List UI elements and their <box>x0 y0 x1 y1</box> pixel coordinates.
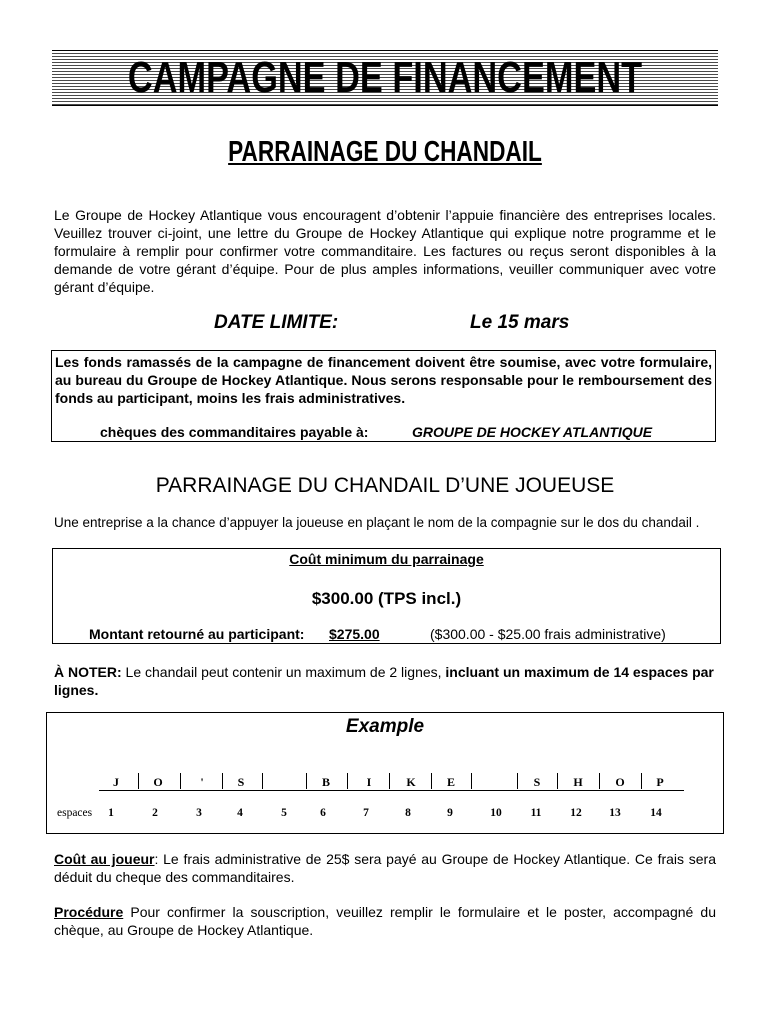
example-title: Example <box>345 716 425 737</box>
section-description: Une entreprise a la chance d’appuyer la joueuse en plaçant le nom de la compagnie sur le dos du chandail . <box>54 515 700 530</box>
example-space-number: 8 <box>405 807 411 819</box>
cheques-label: chèques des commanditaires payable à: <box>100 424 369 440</box>
example-letter: E <box>446 775 455 789</box>
returned-note: ($300.00 - $25.00 frais administrative) <box>430 626 666 642</box>
procedure-text: Pour confirmer la souscription, veuillez remplir le formulaire et le poster, accompagné du chèque, au Groupe de Hockey Atlantique. <box>54 904 716 938</box>
letter-separator <box>180 773 181 789</box>
cost-box <box>52 548 721 644</box>
example-space-number: 1 <box>108 807 114 819</box>
example-letter: H <box>573 775 583 789</box>
player-cost-text: : Le frais administrative de 25$ sera payé au Groupe de Hockey Atlantique. Ce frais sera déduit du cheque des commanditaires. <box>54 851 716 885</box>
example-box <box>46 712 724 834</box>
letter-separator <box>431 773 432 789</box>
deadline-value: Le 15 mars <box>470 312 570 333</box>
example-letter: ' <box>200 775 204 789</box>
example-space-number: 10 <box>490 807 502 819</box>
example-letter: J <box>113 775 119 789</box>
intro-paragraph: Le Groupe de Hockey Atlantique vous encouragent d’obtenir l’appuie financière des entreprises locales. Veuillez trouver ci-joint, une lettre du Groupe de Hockey Atlantique qui explique notre programme et le formulaire à remplir pour confirmer votre commanditaire. Les factures ou reçus seront disponibles à la demande de votre gérant d’équipe. Pour de plus amples informations, veuiller communiquer avec votre gérant d’équipe. <box>54 207 716 295</box>
player-cost-paragraph <box>54 850 716 886</box>
example-letter: O <box>153 775 163 789</box>
cheques-payee: GROUPE DE HOCKEY ATLANTIQUE <box>412 424 653 440</box>
example-space-number: 9 <box>447 807 453 819</box>
section-heading: PARRAINAGE DU CHANDAIL D’UNE JOUEUSE <box>155 474 615 497</box>
page-subtitle: PARRAINAGE DU CHANDAIL <box>228 136 542 168</box>
example-space-number: 6 <box>320 807 326 819</box>
example-space-number: 14 <box>650 807 662 819</box>
letter-separator <box>222 773 223 789</box>
example-space-number: 11 <box>530 807 542 819</box>
funds-box <box>51 350 716 442</box>
letter-separator <box>138 773 139 789</box>
deadline-label: DATE LIMITE: <box>214 312 339 333</box>
letter-separator <box>557 773 558 789</box>
example-space-number: 3 <box>196 807 202 819</box>
example-letter: K <box>406 775 416 789</box>
example-space-number: 2 <box>152 807 158 819</box>
example-letter: P <box>656 775 664 789</box>
espaces-label: espaces <box>57 807 93 819</box>
example-letter: I <box>366 775 372 789</box>
funds-text: Les fonds ramassés de la campagne de financement doivent être soumise, avec votre formulaire, au bureau du Groupe de Hockey Atlantique. Nous serons responsable pour le remboursement des fonds au participant, moins les frais administratives. <box>55 354 712 406</box>
letter-separator <box>599 773 600 789</box>
letter-separator <box>389 773 390 789</box>
example-space-number: 13 <box>609 807 621 819</box>
example-space-number: 4 <box>237 807 243 819</box>
procedure-paragraph <box>54 903 716 939</box>
note-paragraph <box>54 663 714 699</box>
page-title: CAMPAGNE DE FINANCEMENT <box>127 53 643 102</box>
letter-baseline <box>99 790 684 791</box>
cost-amount: $300.00 (TPS incl.) <box>311 589 462 608</box>
cost-heading: Coût minimum du parrainage <box>289 551 484 567</box>
note-text: Le chandail peut contenir un maximum de 2 lignes, <box>121 664 446 680</box>
example-space-number: 5 <box>281 807 287 819</box>
note-bold-text: incluant un maximum de 14 espaces par lignes. <box>54 664 714 698</box>
example-letter: B <box>321 775 330 789</box>
example-letter: S <box>533 775 541 789</box>
letter-separator <box>262 773 263 789</box>
letter-separator <box>471 773 472 789</box>
letter-separator <box>641 773 642 789</box>
example-space-number: 12 <box>570 807 582 819</box>
player-cost-label: Coût au joueur <box>54 851 155 867</box>
title-banner <box>52 50 718 106</box>
letter-separator <box>306 773 307 789</box>
procedure-label: Procédure <box>54 904 124 920</box>
returned-label: Montant retourné au participant: <box>89 626 305 642</box>
returned-value: $275.00 <box>329 626 380 642</box>
note-label: À NOTER: <box>54 664 122 680</box>
example-letter: S <box>237 775 245 789</box>
letter-separator <box>347 773 348 789</box>
letter-separator <box>517 773 518 789</box>
example-space-number: 7 <box>363 807 369 819</box>
example-letter: O <box>615 775 625 789</box>
